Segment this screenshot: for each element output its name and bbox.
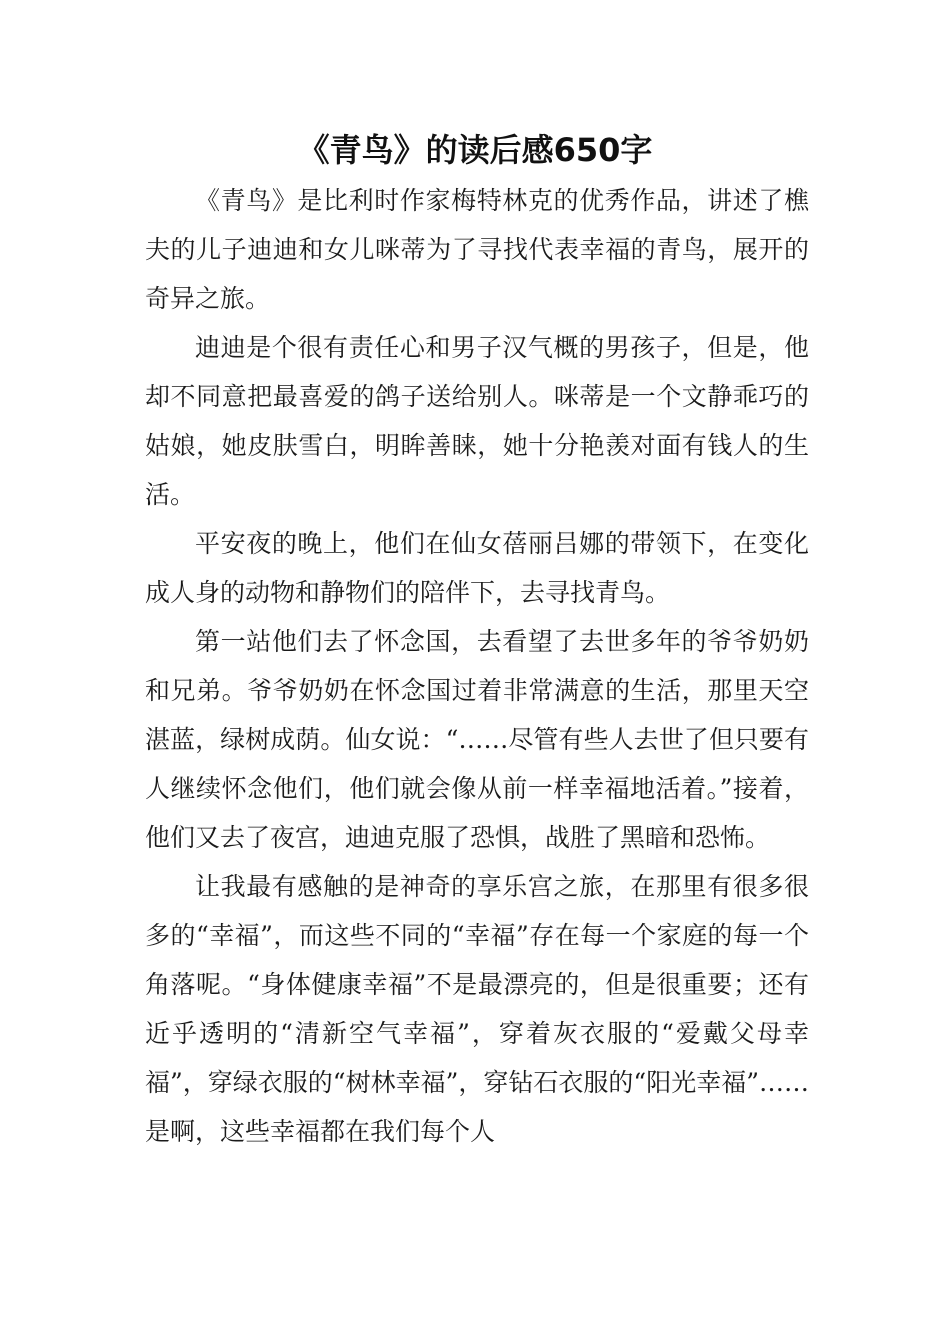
document-body [145,176,809,1156]
paragraph-2: 迪迪是个很有责任心和男子汉气概的男孩子，但是，他却不同意把最喜爱的鸽子送给别人。咪蒂是一个文静乖巧的姑娘，她皮肤雪白，明眸善睐，她十分艳羡对面有钱人的生活。 [145,333,809,509]
paragraph-5: 让我最有感触的是神奇的享乐宫之旅，在那里有很多很多的“幸福”，而这些不同的“幸福”存在每一个家庭的每一个角落呢。“身体健康幸福”不是最漂亮的，但是很重要；还有近乎透明的“清新空气幸福”，穿着灰衣服的“爱戴父母幸福”，穿绿衣服的“树林幸福”，穿钻石衣服的“阳光幸福”……是啊，这些幸福都在我们每个人 [145,872,809,1146]
paragraph-1: 《青鸟》是比利时作家梅特林克的优秀作品，讲述了樵夫的儿子迪迪和女儿咪蒂为了寻找代表幸福的青鸟，展开的奇异之旅。 [145,186,809,313]
document-title: 《青鸟》的读后感650字 [297,131,653,169]
paragraph-3: 平安夜的晚上，他们在仙女蓓丽吕娜的带领下，在变化成人身的动物和静物们的陪伴下，去寻找青鸟。 [145,529,809,607]
paragraph-4: 第一站他们去了怀念国，去看望了去世多年的爷爷奶奶和兄弟。爷爷奶奶在怀念国过着非常满意的生活，那里天空湛蓝，绿树成荫。仙女说：“……尽管有些人去世了但只要有人继续怀念他们，他们就会像从前一样幸福地活着。”接着，他们又去了夜宫，迪迪克服了恐惧，战胜了黑暗和恐怖。 [145,627,809,852]
